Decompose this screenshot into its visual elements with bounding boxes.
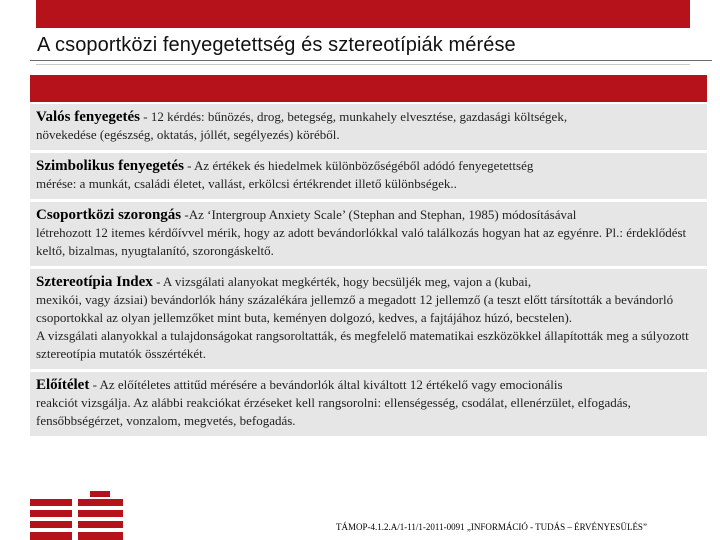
block-line: mérése: a munkát, családi életet, vallást, erkölcsi értékrendet illető különbségek.. <box>36 176 457 191</box>
title-divider <box>30 60 712 61</box>
block-eloitelet <box>30 372 707 439</box>
page-title: A csoportközi fenyegetettség és sztereotípiák mérése <box>37 34 516 56</box>
block-line: reakciót vizsgálja. Az alábbi reakciókat érzéseket kell rangsorolni: ellenségesség, csodálat, ellenérzület, elfogadás, fensőbbségérzet, vonzalom, megvetés, befogadás. <box>36 395 631 428</box>
content-header-bar <box>30 75 707 102</box>
block-term: Sztereotípia Index <box>36 274 153 290</box>
block-line: A vizsgálati alanyokkal a tulajdonságokat rangsoroltatták, és megfelelő matematikai eszközökkel állapították meg a súlyozott sztereotípia mutatók összértékét. <box>36 328 689 361</box>
block-text <box>36 108 701 126</box>
block-text <box>36 376 701 394</box>
content-panel <box>30 104 707 439</box>
block-valos-fenyegetes <box>30 104 707 153</box>
thin-divider <box>36 64 690 65</box>
block-line: mexikói, vagy ázsiai) bevándorlók hány százalékára jellemző a megadott 12 jellemző (a teszt előtt társították a bevándorló csoportokkal az olyan jellemzőket mint buta, keményen dolgozó, kedves, a fajtájához húzó, becstelen). <box>36 292 674 325</box>
block-term: Csoportközi szorongás <box>36 207 182 223</box>
block-intro: - Az előítéletes attitűd mérésére a bevándorlók által kiváltott 12 értékelő vagy emocionális <box>89 377 563 392</box>
block-term: Előítélet <box>36 377 90 393</box>
block-text <box>36 157 701 175</box>
block-line: növekedése (egészség, oktatás, jóllét, segélyezés) köréből. <box>36 127 340 142</box>
block-sztereotipia-index <box>30 269 707 372</box>
block-text <box>36 206 701 224</box>
top-accent-bar <box>36 0 690 28</box>
block-intro: - Az értékek és hiedelmek különbözőségéből adódó fenyegetettség <box>183 158 534 173</box>
block-term: Valós fenyegetés <box>36 109 141 125</box>
block-term: Szimbolikus fenyegetés <box>36 158 184 174</box>
block-line: létrehozott 12 itemes kérdőívvel mérik, hogy az adott bevándorlókkal való találkozás hogyan hat az egyénre. Pl.: érdeklődést keltő, bizalmas, nyugtalanító, szorongáskeltő. <box>36 225 687 258</box>
block-intro: -Az ‘Intergroup Anxiety Scale’ (Stephan and Stephan, 1985) módosításával <box>181 207 577 222</box>
block-csoportkozi-szorongas <box>30 202 707 269</box>
block-text <box>36 273 701 291</box>
block-szimbolikus-fenyegetes <box>30 153 707 202</box>
footer-project-code: TÁMOP-4.1.2.A/1-11/1-2011-0091 „INFORMÁCIÓ - TUDÁS – ÉRVÉNYESÜLÉS” <box>336 522 647 532</box>
footer-logo-icon <box>30 489 123 540</box>
block-intro: - A vizsgálati alanyokat megkérték, hogy becsüljék meg, vajon a (kubai, <box>152 274 532 289</box>
block-intro: - 12 kérdés: bűnözés, drog, betegség, munkahely elvesztése, gazdasági költségek, <box>140 109 568 124</box>
